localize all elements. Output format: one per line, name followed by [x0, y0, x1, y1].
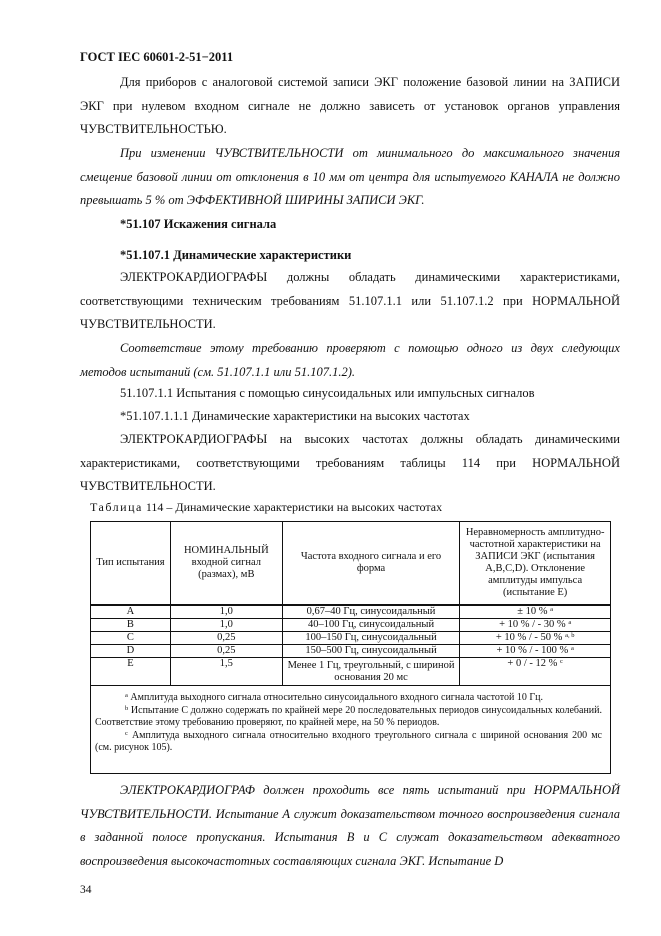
- table-row: А 1,0 0,67–40 Гц, синусоидальный ± 10 % $^а$: [91, 605, 611, 619]
- header-nonuniformity: Неравномерность амплитудно-частотной характеристики на ЗАПИСИ ЭКГ (испытания А,В,С,D). Отклонение амплитуды импульса (испытание Е): [460, 522, 611, 606]
- table-row: В 1,0 40–100 Гц, синусоидальный + 10 % / - 30 % $^a$: [91, 619, 611, 632]
- header-test-type: Тип испытания: [91, 522, 171, 606]
- note-c: $^с$ Амплитуда выходного сигнала относительно входного треугольного сигнала с шириной основания 200 мс (см. рисунок 105).: [95, 729, 602, 753]
- dynamic-characteristics-table: [90, 521, 611, 774]
- note-a: $^а$ Амплитуда выходного сигнала относительно синусоидального входного сигнала частотой 10 Гц.: [125, 692, 543, 703]
- paragraph-requirements: ЭЛЕКТРОКАРДИОГРАФЫ должны обладать динамическими характеристиками, соответствующими техническим требованиям 51.107.1.1 или 51.107.1.2 при НОРМАЛЬНОЙ ЧУВСТВИТЕЛЬНОСТИ.: [80, 270, 620, 331]
- table-notes: [91, 686, 611, 774]
- paragraph-clause-51-107-1-1-1: *51.107.1.1.1 Динамические характеристики на высоких частотах: [120, 409, 470, 423]
- header-nominal-signal: НОМИНАЛЬНЫЙ входной сигнал (размах), мВ: [170, 522, 282, 606]
- table-caption: Таблица 114 – Динамические характеристики на высоких частотах: [90, 500, 443, 514]
- subsection-heading-dynamic-characteristics: *51.107.1 Динамические характеристики: [120, 248, 352, 262]
- table-row: С 0,25 100–150 Гц, синусоидальный + 10 % / - 50 % $^{a, b}$: [91, 632, 611, 645]
- paragraph-high-frequency-requirement: ЭЛЕКТРОКАРДИОГРАФЫ на высоких частотах должны обладать динамическими характеристиками, соответствующими требованиям таблицы 114 при НОРМАЛЬНОЙ ЧУВСТВИТЕЛЬНОСТИ.: [80, 432, 620, 493]
- table-row: Е 1,5 Менее 1 Гц, треугольный, с шириной основания 20 мс + 0 / - 12 % $^c$: [91, 658, 611, 686]
- paragraph-sensitivity-shift: При изменении ЧУВСТВИТЕЛЬНОСТИ от минимального до максимального значения смещение базовой линии от отклонения в 10 мм от центра для испытуемого КАНАЛА не должно превышать 5 % от ЭФФЕКТИВНОЙ ШИРИНЫ ЗАПИСИ ЭКГ.: [80, 146, 620, 207]
- note-b: $^b$ Испытание С должно содержать по крайней мере 20 последовательных периодов синусоидальных колебаний. Соответствие этому требованию проверяют, по крайней мере, на 50 % периодов.: [95, 704, 602, 728]
- header-frequency: Частота входного сигнала и его форма: [282, 522, 460, 606]
- paragraph-compliance: Соответствие этому требованию проверяют с помощью одного из двух следующих методов испытаний (см. 51.107.1.1 или 51.107.1.2).: [80, 341, 620, 379]
- paragraph-baseline: Для приборов с аналоговой системой записи ЭКГ положение базовой линии на ЗАПИСИ ЭКГ при нулевом входном сигнале не должно зависеть от установок органов управления ЧУВСТВИТЕЛЬНОСТЬЮ.: [80, 75, 620, 136]
- table-header-row: [91, 522, 611, 606]
- table-row: D 0,25 150–500 Гц, синусоидальный + 10 % / - 100 % $^a$: [91, 645, 611, 658]
- paragraph-clause-51-107-1-1: 51.107.1.1 Испытания с помощью синусоидальных или импульсных сигналов: [120, 386, 535, 400]
- paragraph-five-tests: ЭЛЕКТРОКАРДИОГРАФ должен проходить все пять испытаний при НОРМАЛЬНОЙ ЧУВСТВИТЕЛЬНОСТИ. Испытание А служит доказательством точного воспроизведения сигнала в заданной полосе пропускания. Испытания В и С служат доказательством адекватного воспроизведения высокочастотных составляющих сигнала ЭКГ. Испытание D: [80, 783, 620, 868]
- document-header: ГОСТ IEC 60601-2-51−2011: [80, 50, 234, 64]
- section-heading-signal-distortion: *51.107 Искажения сигнала: [120, 217, 277, 231]
- page-number: 34: [80, 884, 92, 896]
